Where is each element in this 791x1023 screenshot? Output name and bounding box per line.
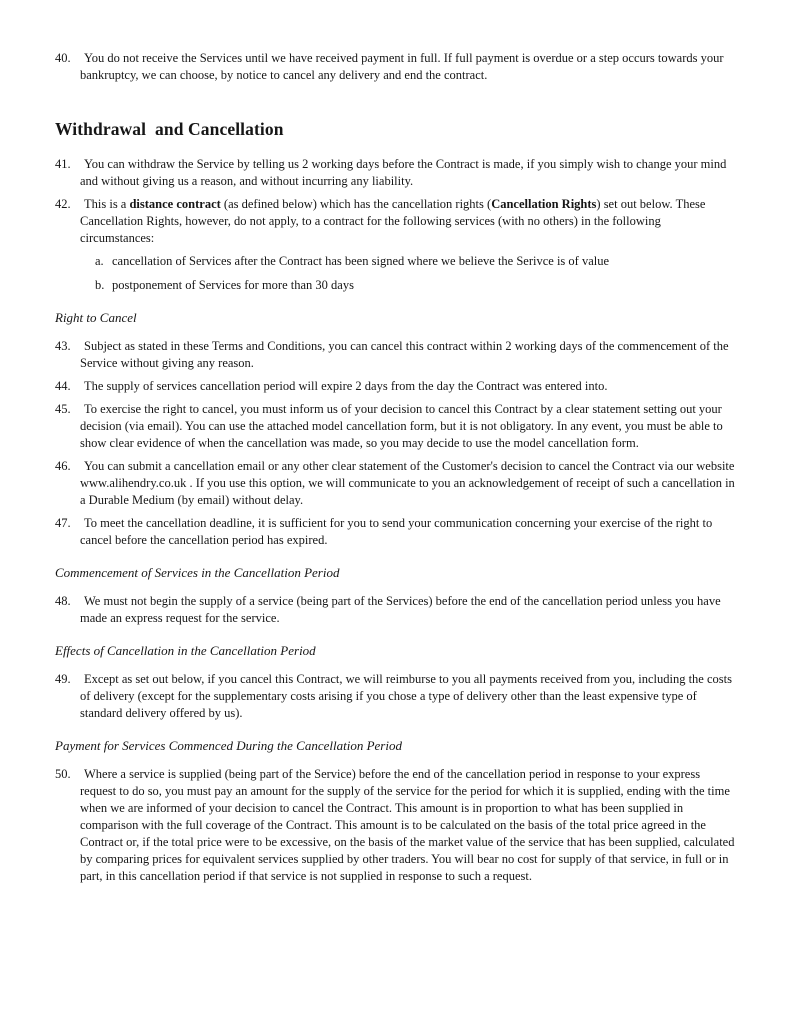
item-number: 41. — [55, 157, 71, 171]
term-item-47 — [55, 515, 735, 549]
item-text: Subject as stated in these Terms and Conditions, you can cancel this contract within 2 working days of the commencement of the Service without giving any reason. — [80, 339, 729, 370]
sub-item-b — [95, 277, 735, 294]
item-number: 45. — [55, 402, 71, 416]
sub-item-a — [95, 253, 735, 270]
subheading-commencement-of-services: Commencement of Services in the Cancellation Period — [55, 565, 340, 580]
item-text-run: You can submit a cancellation email or any other clear statement of the Customer's decision to cancel the Contract via our website — [84, 459, 735, 473]
term-item-41 — [55, 156, 735, 190]
item-text — [80, 458, 735, 509]
term-item-45 — [55, 401, 735, 452]
item-number: 48. — [55, 594, 71, 608]
item-number: 47. — [55, 516, 71, 530]
term-item-43 — [55, 338, 735, 372]
subheading-right-to-cancel: Right to Cancel — [55, 310, 137, 325]
item-text — [80, 196, 735, 247]
item-text: Where a service is supplied (being part of the Service) before the end of the cancellation period in response to your express request to do so, you must pay an amount for the supply of the service for the period for which it is supplied, ending with the time when we are informed of your decision to cancel the Contract. This amount is in proportion to what has been supplied in comparison with the full coverage of the Contract. This amount is to be calculated on the basis of the total price agreed in the Contract or, if the total price were to be excessive, on the basis of the market value of the service that has been supplied, calculated by comparing prices for equivalent services supplied by other traders. You will bear no cost for supply of that service, in full or in part, in this cancellation period if that service is not supplied in response to such a request. — [80, 767, 735, 883]
item-text: To meet the cancellation deadline, it is sufficient for you to send your communication concerning your exercise of the right to cancel before the cancellation period has expired. — [80, 516, 713, 547]
item-text-run: ) set out below. These Cancellation Rights, however, do not apply, to a contract for the following services (with no others) in the following circumstances: — [80, 197, 706, 245]
item-text: Except as set out below, if you cancel this Contract, we will reimburse to you all payments received from you, including the costs of delivery (except for the supplementary costs arising if you chose a type of delivery other than the least expensive type of standard delivery offered by us). — [80, 672, 732, 720]
term-item-48 — [55, 593, 735, 627]
item-number: 42. — [55, 197, 71, 211]
item-text-run: (as defined below) which has the cancellation rights ( — [220, 197, 492, 211]
subheading-payment-for-services: Payment for Services Commenced During the Cancellation Period — [55, 738, 402, 753]
website-url: www.alihendry.co.uk — [80, 476, 187, 490]
sub-item-text: cancellation of Services after the Contract has been signed where we believe the Serivce is of value — [112, 254, 610, 268]
item-text: The supply of services cancellation period will expire 2 days from the day the Contract was entered into. — [84, 379, 608, 393]
item-text-run: . If you use this option, we will communicate to you an acknowledgement of receipt of such a cancellation in a Durable Medium (by email) without delay. — [80, 476, 735, 507]
item-number: 40. — [55, 51, 71, 65]
section-heading-withdrawal-and-cancellation: Withdrawal and Cancellation — [55, 119, 284, 139]
subheading-effects-of-cancellation: Effects of Cancellation in the Cancellation Period — [55, 643, 316, 658]
term-item-46 — [55, 458, 735, 509]
item-text-run: This is a — [84, 197, 130, 211]
sub-item-letter: b. — [95, 278, 105, 292]
term-item-40 — [55, 50, 735, 84]
item-number: 44. — [55, 379, 71, 393]
item-text: You do not receive the Services until we have received payment in full. If full payment is overdue or a step occurs towards your bankruptcy, we can choose, by notice to cancel any delivery and end the contract. — [80, 51, 724, 82]
bold-term-distance-contract: distance contract — [129, 197, 221, 211]
term-item-50 — [55, 766, 735, 885]
item-number: 46. — [55, 459, 71, 473]
term-item-49 — [55, 671, 735, 722]
sub-item-letter: a. — [95, 254, 104, 268]
sub-item-text: postponement of Services for more than 30 days — [112, 278, 354, 292]
bold-term-cancellation-rights: Cancellation Rights — [491, 197, 597, 211]
item-text: You can withdraw the Service by telling us 2 working days before the Contract is made, if you simply wish to change your mind and without giving us a reason, and without incurring any liability. — [80, 157, 727, 188]
item-text: We must not begin the supply of a service (being part of the Services) before the end of the cancellation period unless you have made an express request for the service. — [80, 594, 721, 625]
item-number: 49. — [55, 672, 71, 686]
item-text: To exercise the right to cancel, you must inform us of your decision to cancel this Contract by a clear statement setting out your decision (via email). You can use the attached model cancellation form, but it is not obligatory. In any event, you must be able to show clear evidence of when the cancellation was made, so you may decide to use the model cancellation form. — [80, 402, 723, 450]
item-number: 43. — [55, 339, 71, 353]
term-item-44 — [55, 378, 735, 395]
term-item-42 — [55, 196, 735, 247]
item-number: 50. — [55, 767, 71, 781]
item-42-sub-list — [95, 253, 735, 294]
